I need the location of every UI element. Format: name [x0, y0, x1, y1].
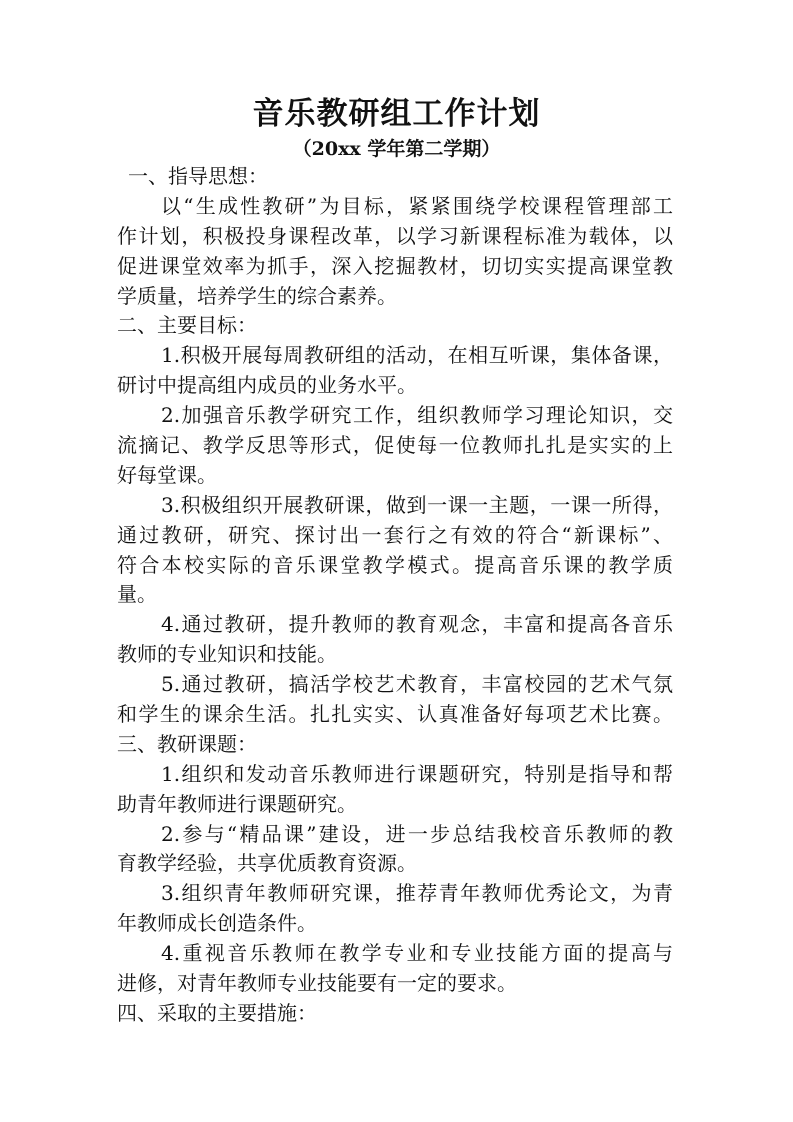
document-subtitle: （20xx 学年第二学期） — [292, 138, 501, 160]
text-line: 一、指导思想： — [128, 164, 268, 188]
text-line: 年教师成长创造条件。 — [117, 911, 317, 936]
text-line: 三、教研课题： — [117, 731, 257, 756]
text-line: 育教学经验，共享优质教育资源。 — [117, 851, 417, 876]
text-line: 1.积极开展每周教研组的活动，在相互听课，集体备课， — [161, 343, 673, 368]
text-line: 4.通过教研，提升教师的教育观念，丰富和提高各音乐 — [161, 612, 673, 637]
document-body — [117, 162, 673, 1029]
text-line: 3.组织青年教师研究课，推荐青年教师优秀论文，为青 — [161, 881, 673, 906]
text-line: 量。 — [117, 582, 157, 607]
text-line: 好每堂课。 — [117, 462, 217, 487]
text-line: 二、主要目标： — [117, 313, 257, 338]
document-title: 音乐教研组工作计划 — [252, 96, 541, 132]
text-line: 研讨中提高组内成员的业务水平。 — [117, 373, 417, 398]
text-line: 1.组织和发动音乐教师进行课题研究，特别是指导和帮 — [161, 761, 673, 786]
text-line: 促进课堂效率为抓手，深入挖掘教材，切切实实提高课堂教 — [117, 253, 673, 278]
text-line: 2.参与“精品课”建设，进一步总结我校音乐教师的教 — [161, 821, 673, 846]
text-line: 流摘记、教学反思等形式，促使每一位教师扎扎是实实的上 — [117, 433, 673, 458]
text-line: 2.加强音乐教学研究工作，组织教师学习理论知识，交 — [161, 403, 673, 428]
text-line: 作计划，积极投身课程改革，以学习新课程标准为载体，以 — [117, 223, 673, 248]
text-line: 学质量，培养学生的综合素养。 — [117, 283, 397, 308]
text-line: 进修，对青年教师专业技能要有一定的要求。 — [117, 971, 517, 996]
text-line: 助青年教师进行课题研究。 — [117, 791, 357, 816]
text-line: 通过教研，研究、探讨出一套行之有效的符合“新课标”、 — [117, 522, 673, 547]
text-line: 4.重视音乐教师在教学专业和专业技能方面的提高与 — [161, 941, 673, 966]
text-line: 以“生成性教研”为目标，紧紧围绕学校课程管理部工 — [161, 193, 673, 218]
text-line: 四、采取的主要措施： — [117, 1000, 317, 1025]
text-line: 5.通过教研，搞活学校艺术教育，丰富校园的艺术气氛 — [161, 672, 673, 697]
text-line: 3.积极组织开展教研课，做到一课一主题，一课一所得， — [161, 492, 673, 517]
text-line: 符合本校实际的音乐课堂教学模式。提高音乐课的教学质 — [117, 552, 673, 577]
text-line: 教师的专业知识和技能。 — [117, 642, 337, 667]
text-line: 和学生的课余生活。扎扎实实、认真准备好每项艺术比赛。 — [117, 702, 673, 727]
